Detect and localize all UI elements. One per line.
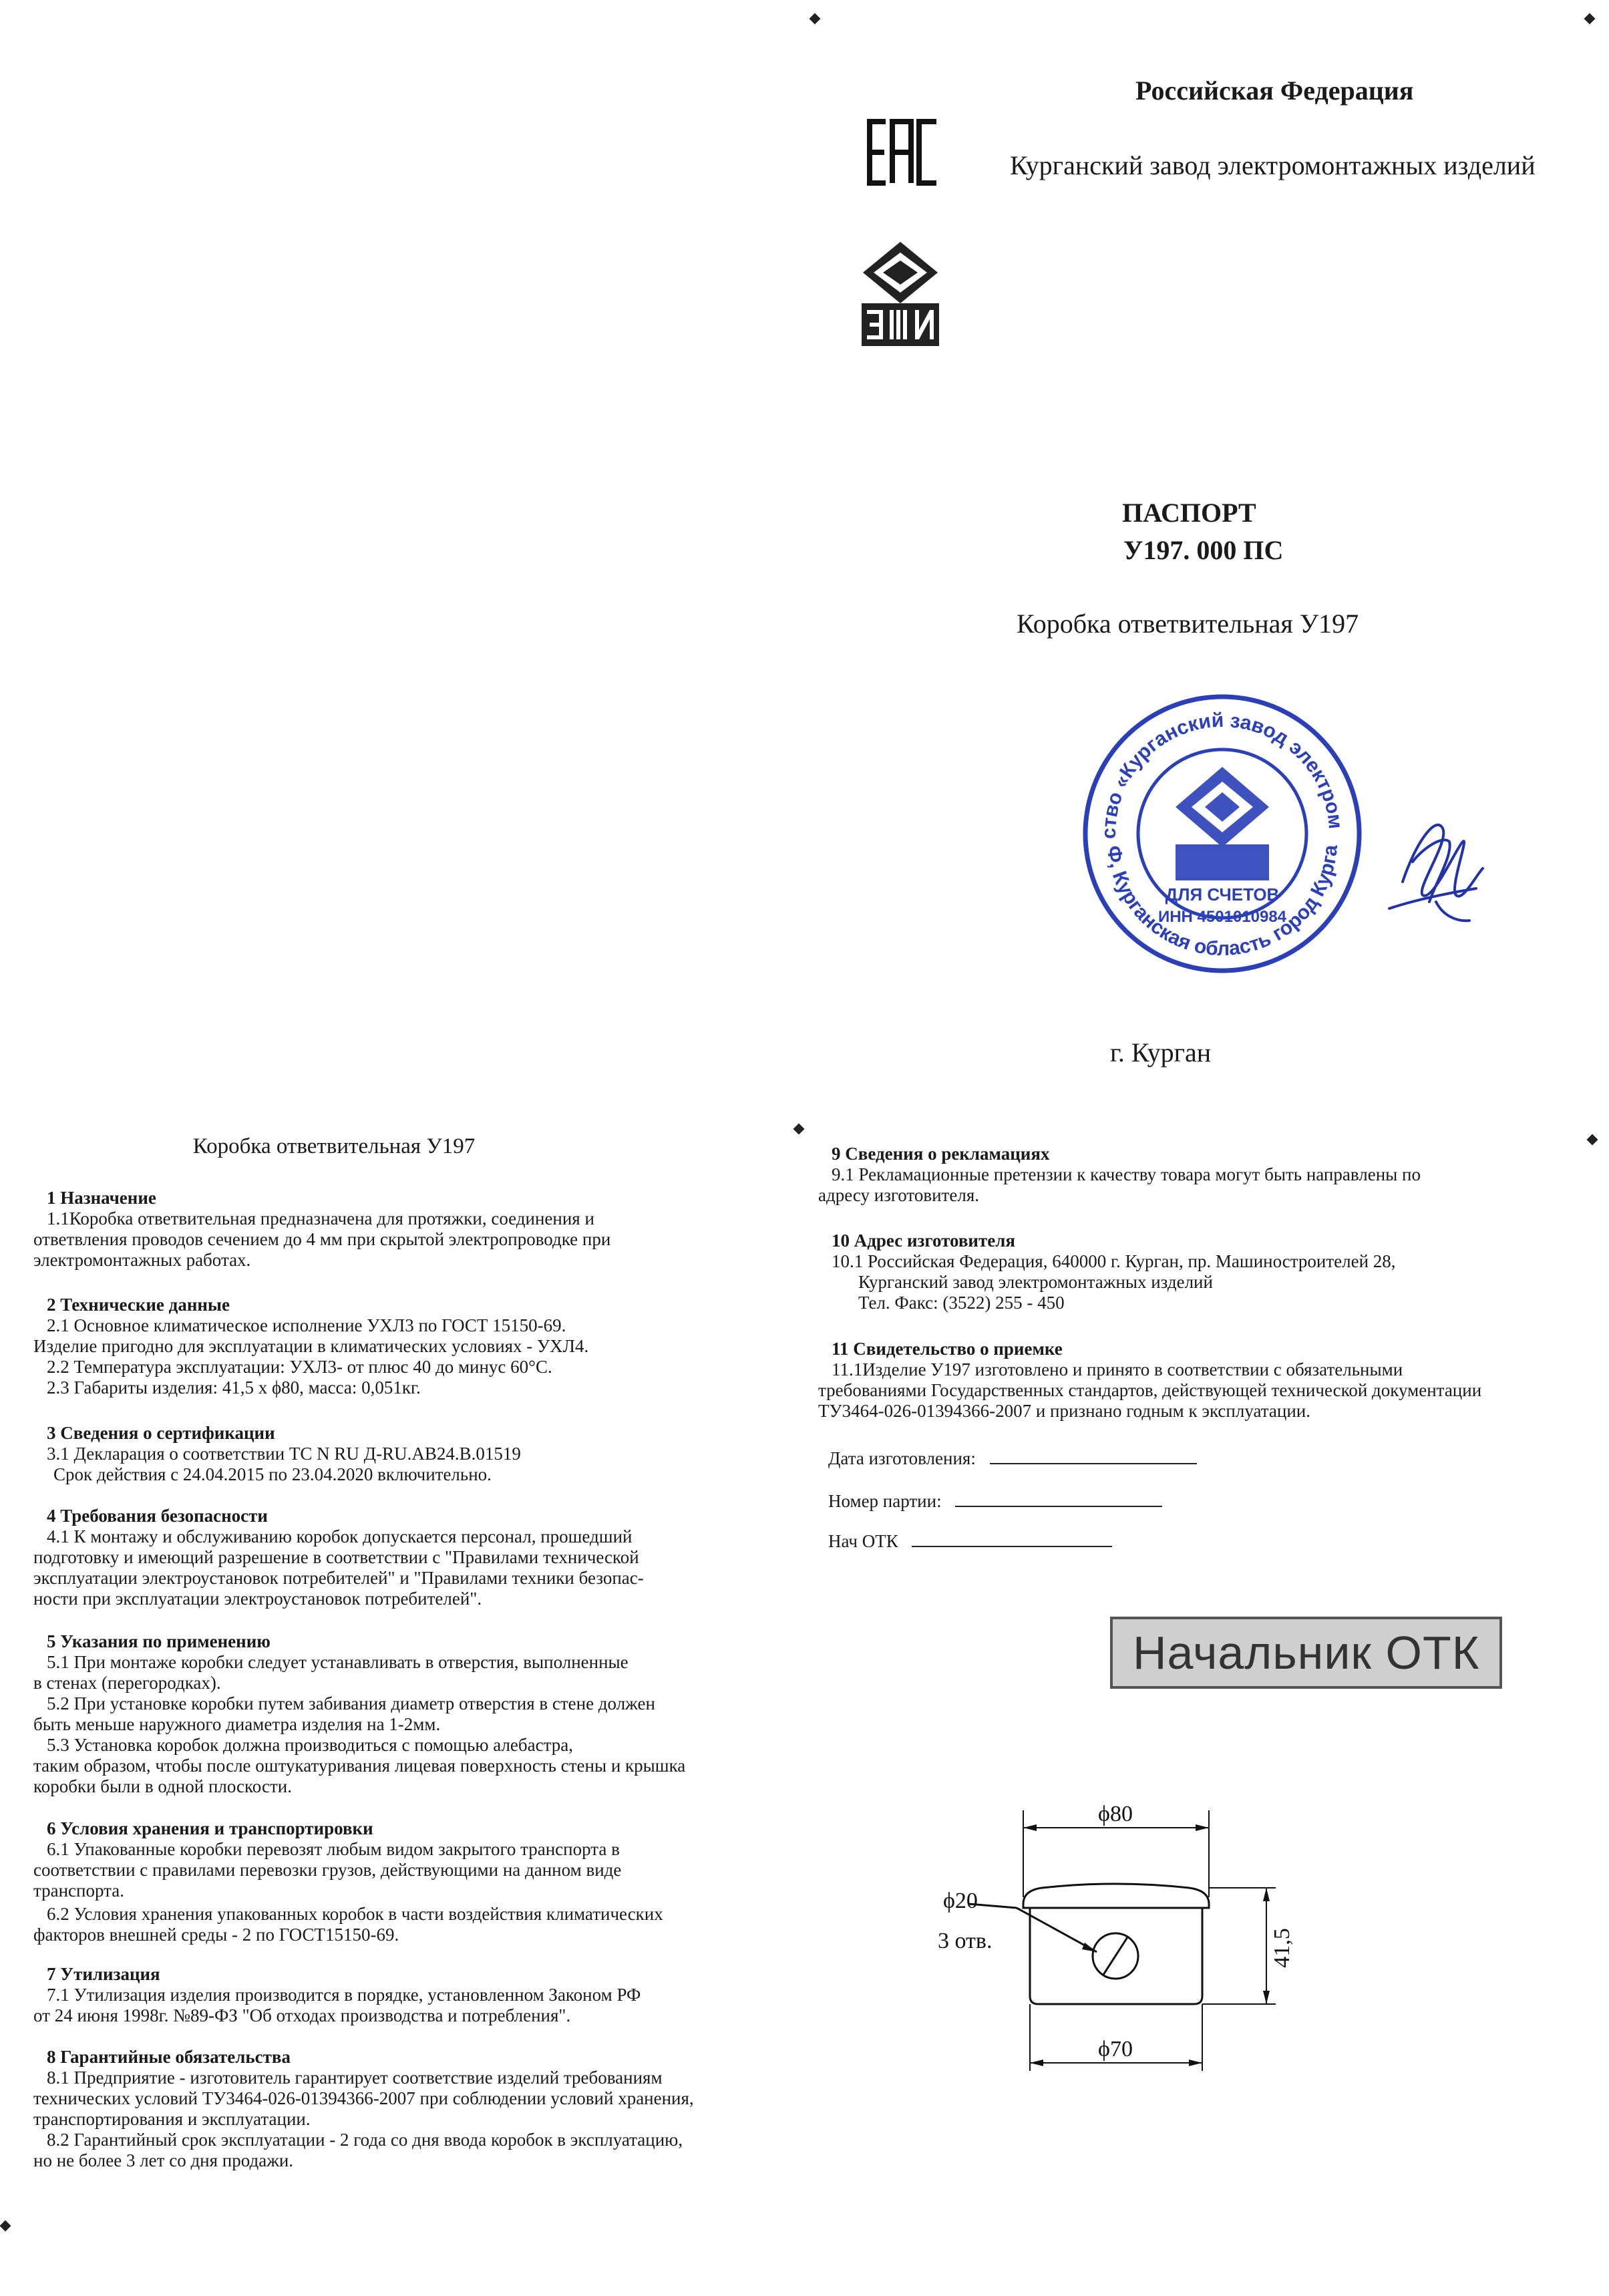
section-disposal: 7 Утилизация 7.1 Утилизация изделия производится в порядке, установленном Законом РФ от 24 июня 1998г. №89-ФЗ "Об отходах производства и потребления". bbox=[33, 1964, 755, 2026]
registration-mark bbox=[810, 13, 821, 25]
section-purpose: 1 Назначение 1.1Коробка ответвительная предназначена для протяжки, соединения и ответвления проводов сечением до 4 мм при скрытой электропроводке при электромонтажных работах. bbox=[33, 1188, 755, 1271]
batch-field[interactable] bbox=[955, 1490, 1162, 1507]
holes-count: 3 отв. bbox=[938, 1929, 993, 1953]
section-heading: 7 Утилизация bbox=[47, 1964, 160, 1984]
stamp-inn: ИНН 4501010984 bbox=[1157, 908, 1287, 926]
date-field[interactable] bbox=[990, 1447, 1197, 1464]
section-heading: 4 Требования безопасности bbox=[47, 1506, 268, 1526]
section-tech-data: 2 Технические данные 2.1 Основное климатическое исполнение УХЛ3 по ГОСТ 15150-69. Изделие пригодно для эксплуатации в климатических условиях - УХЛ4. 2.2 Температура эксплуатации: УХЛ3- от плюс 40 до минус 60°С. 2.3 Габариты изделия: 41,5 х ϕ80, масса: 0,051кг. bbox=[33, 1295, 755, 1398]
section-heading: 3 Сведения о сертификации bbox=[47, 1423, 275, 1443]
section-heading: 6 Условия хранения и транспортировки bbox=[47, 1818, 373, 1838]
registration-mark bbox=[0, 2221, 11, 2232]
dimension-height: 41,5 bbox=[1270, 1928, 1294, 1968]
section-heading: 1 Назначение bbox=[47, 1188, 156, 1208]
batch-field-row bbox=[828, 1490, 1162, 1512]
company-heading: Курганский завод электромонтажных изделий bbox=[1010, 150, 1536, 180]
registration-mark bbox=[793, 1124, 805, 1135]
section-warranty: 8 Гарантийные обязательства 8.1 Предприятие - изготовитель гарантирует соответствие изделий требованиям технических условий ТУ3464-026-01394366-2007 при соблюдении условий хранения, транспортирования и эксплуатации. 8.2 Гарантийный срок эксплуатации - 2 года со дня ввода коробок в эксплуатацию, но не более 3 лет со дня продажи. bbox=[33, 2047, 755, 2171]
left-page-title: Коробка ответвительная У197 bbox=[192, 1134, 476, 1158]
registration-mark bbox=[1584, 13, 1596, 25]
country-heading: Российская Федерация bbox=[1135, 75, 1414, 106]
dimension-top: ϕ80 bbox=[1098, 1802, 1133, 1826]
signature bbox=[1376, 802, 1489, 939]
doc-number: У197. 000 ПС bbox=[1123, 535, 1284, 565]
stamp-inner-text: ДЛЯ СЧЕТОВ bbox=[1165, 884, 1280, 905]
section-application: 5 Указания по применению 5.1 При монтаже коробки следует устанавливать в отверстия, выполненные в стенах (перегородках). 5.2 При установке коробки путем забивания диаметр отверстия в стене должен быть меньше наружного диаметра изделия на 1-2мм. 5.3 Установка коробок должна производиться с помощью алебастра, таким образом, чтобы после оштукатуривания лицевая поверхность стены и крышка коробки были в одной плоскости. bbox=[33, 1631, 755, 1797]
city: г. Курган bbox=[1110, 1037, 1212, 1068]
otk-label: Нач ОТК bbox=[828, 1531, 898, 1551]
date-field-row bbox=[828, 1447, 1197, 1469]
section-safety: 4 Требования безопасности 4.1 К монтажу и обслуживанию коробок допускается персонал, прошедший подготовку и имеющий разрешение в соответствии с "Правилами технической эксплуатации электроустановок потребителей" и "Правилами техники безопас- ности при эксплуатации электроустановок потребителей". bbox=[33, 1506, 755, 1609]
batch-label: Номер партии: bbox=[828, 1491, 942, 1511]
section-heading: 11 Свидетельство о приемке bbox=[832, 1339, 1063, 1359]
section-heading: 8 Гарантийные обязательства bbox=[47, 2047, 291, 2067]
doc-type-title: ПАСПОРТ bbox=[1122, 498, 1256, 528]
dimension-hole: ϕ20 bbox=[943, 1889, 978, 1913]
stamp-text-bottom: Ф, Курганская область город Курга bbox=[1102, 844, 1342, 961]
otk-stamp: Начальник ОТК bbox=[1110, 1617, 1502, 1689]
company-stamp bbox=[1075, 687, 1369, 984]
registration-mark bbox=[1587, 1134, 1598, 1146]
section-storage: 6 Условия хранения и транспортировки 6.1 Упакованные коробки перевозят любым видом закрытого транспорта в соответствии с правилами перевозки грузов, действующими на данном виде транспорта. 6.2 Условия хранения упакованных коробок в части воздействия климатических факторов внешней среды - 2 по ГОСТ15150-69. bbox=[33, 1818, 755, 1945]
eac-mark-icon bbox=[866, 119, 940, 189]
cover-product-title: Коробка ответвительная У197 bbox=[1017, 609, 1359, 639]
section-heading: 9 Сведения о рекламациях bbox=[832, 1144, 1050, 1164]
date-label: Дата изготовления: bbox=[828, 1448, 976, 1468]
section-claims: 9 Сведения о рекламациях 9.1 Рекламационные претензии к качеству товара могут быть направлены по адресу изготовителя. bbox=[818, 1144, 1486, 1206]
zemi-logo-icon bbox=[856, 239, 944, 352]
section-acceptance: 11 Свидетельство о приемке 11.1Изделие У197 изготовлено и принято в соответствии с обязательными требованиями Государственных стандартов, действующей технической документации ТУ3464-026-01394366-2007 и признано годным к эксплуатации. bbox=[818, 1339, 1486, 1422]
otk-field[interactable] bbox=[912, 1530, 1112, 1547]
section-heading: 5 Указания по применению bbox=[47, 1631, 271, 1651]
section-heading: 10 Адрес изготовителя bbox=[832, 1231, 1015, 1251]
technical-drawing bbox=[928, 1790, 1302, 2094]
stamp-text-top: ство «Курганский завод электром bbox=[1097, 709, 1347, 839]
section-heading: 2 Технические данные bbox=[47, 1295, 230, 1315]
section-address: 10 Адрес изготовителя 10.1 Российская Федерация, 640000 г. Курган, пр. Машиностроителей 28, Курганский завод электромонтажных изделий Тел. Факс: (3522) 255 - 450 bbox=[818, 1231, 1486, 1313]
otk-field-row bbox=[828, 1530, 1112, 1552]
section-certification: 3 Сведения о сертификации 3.1 Декларация о соответствии ТС N RU Д-RU.АВ24.В.01519 Срок действия с 24.04.2015 по 23.04.2020 включительно. bbox=[33, 1423, 755, 1485]
dimension-bottom: ϕ70 bbox=[1098, 2037, 1133, 2062]
